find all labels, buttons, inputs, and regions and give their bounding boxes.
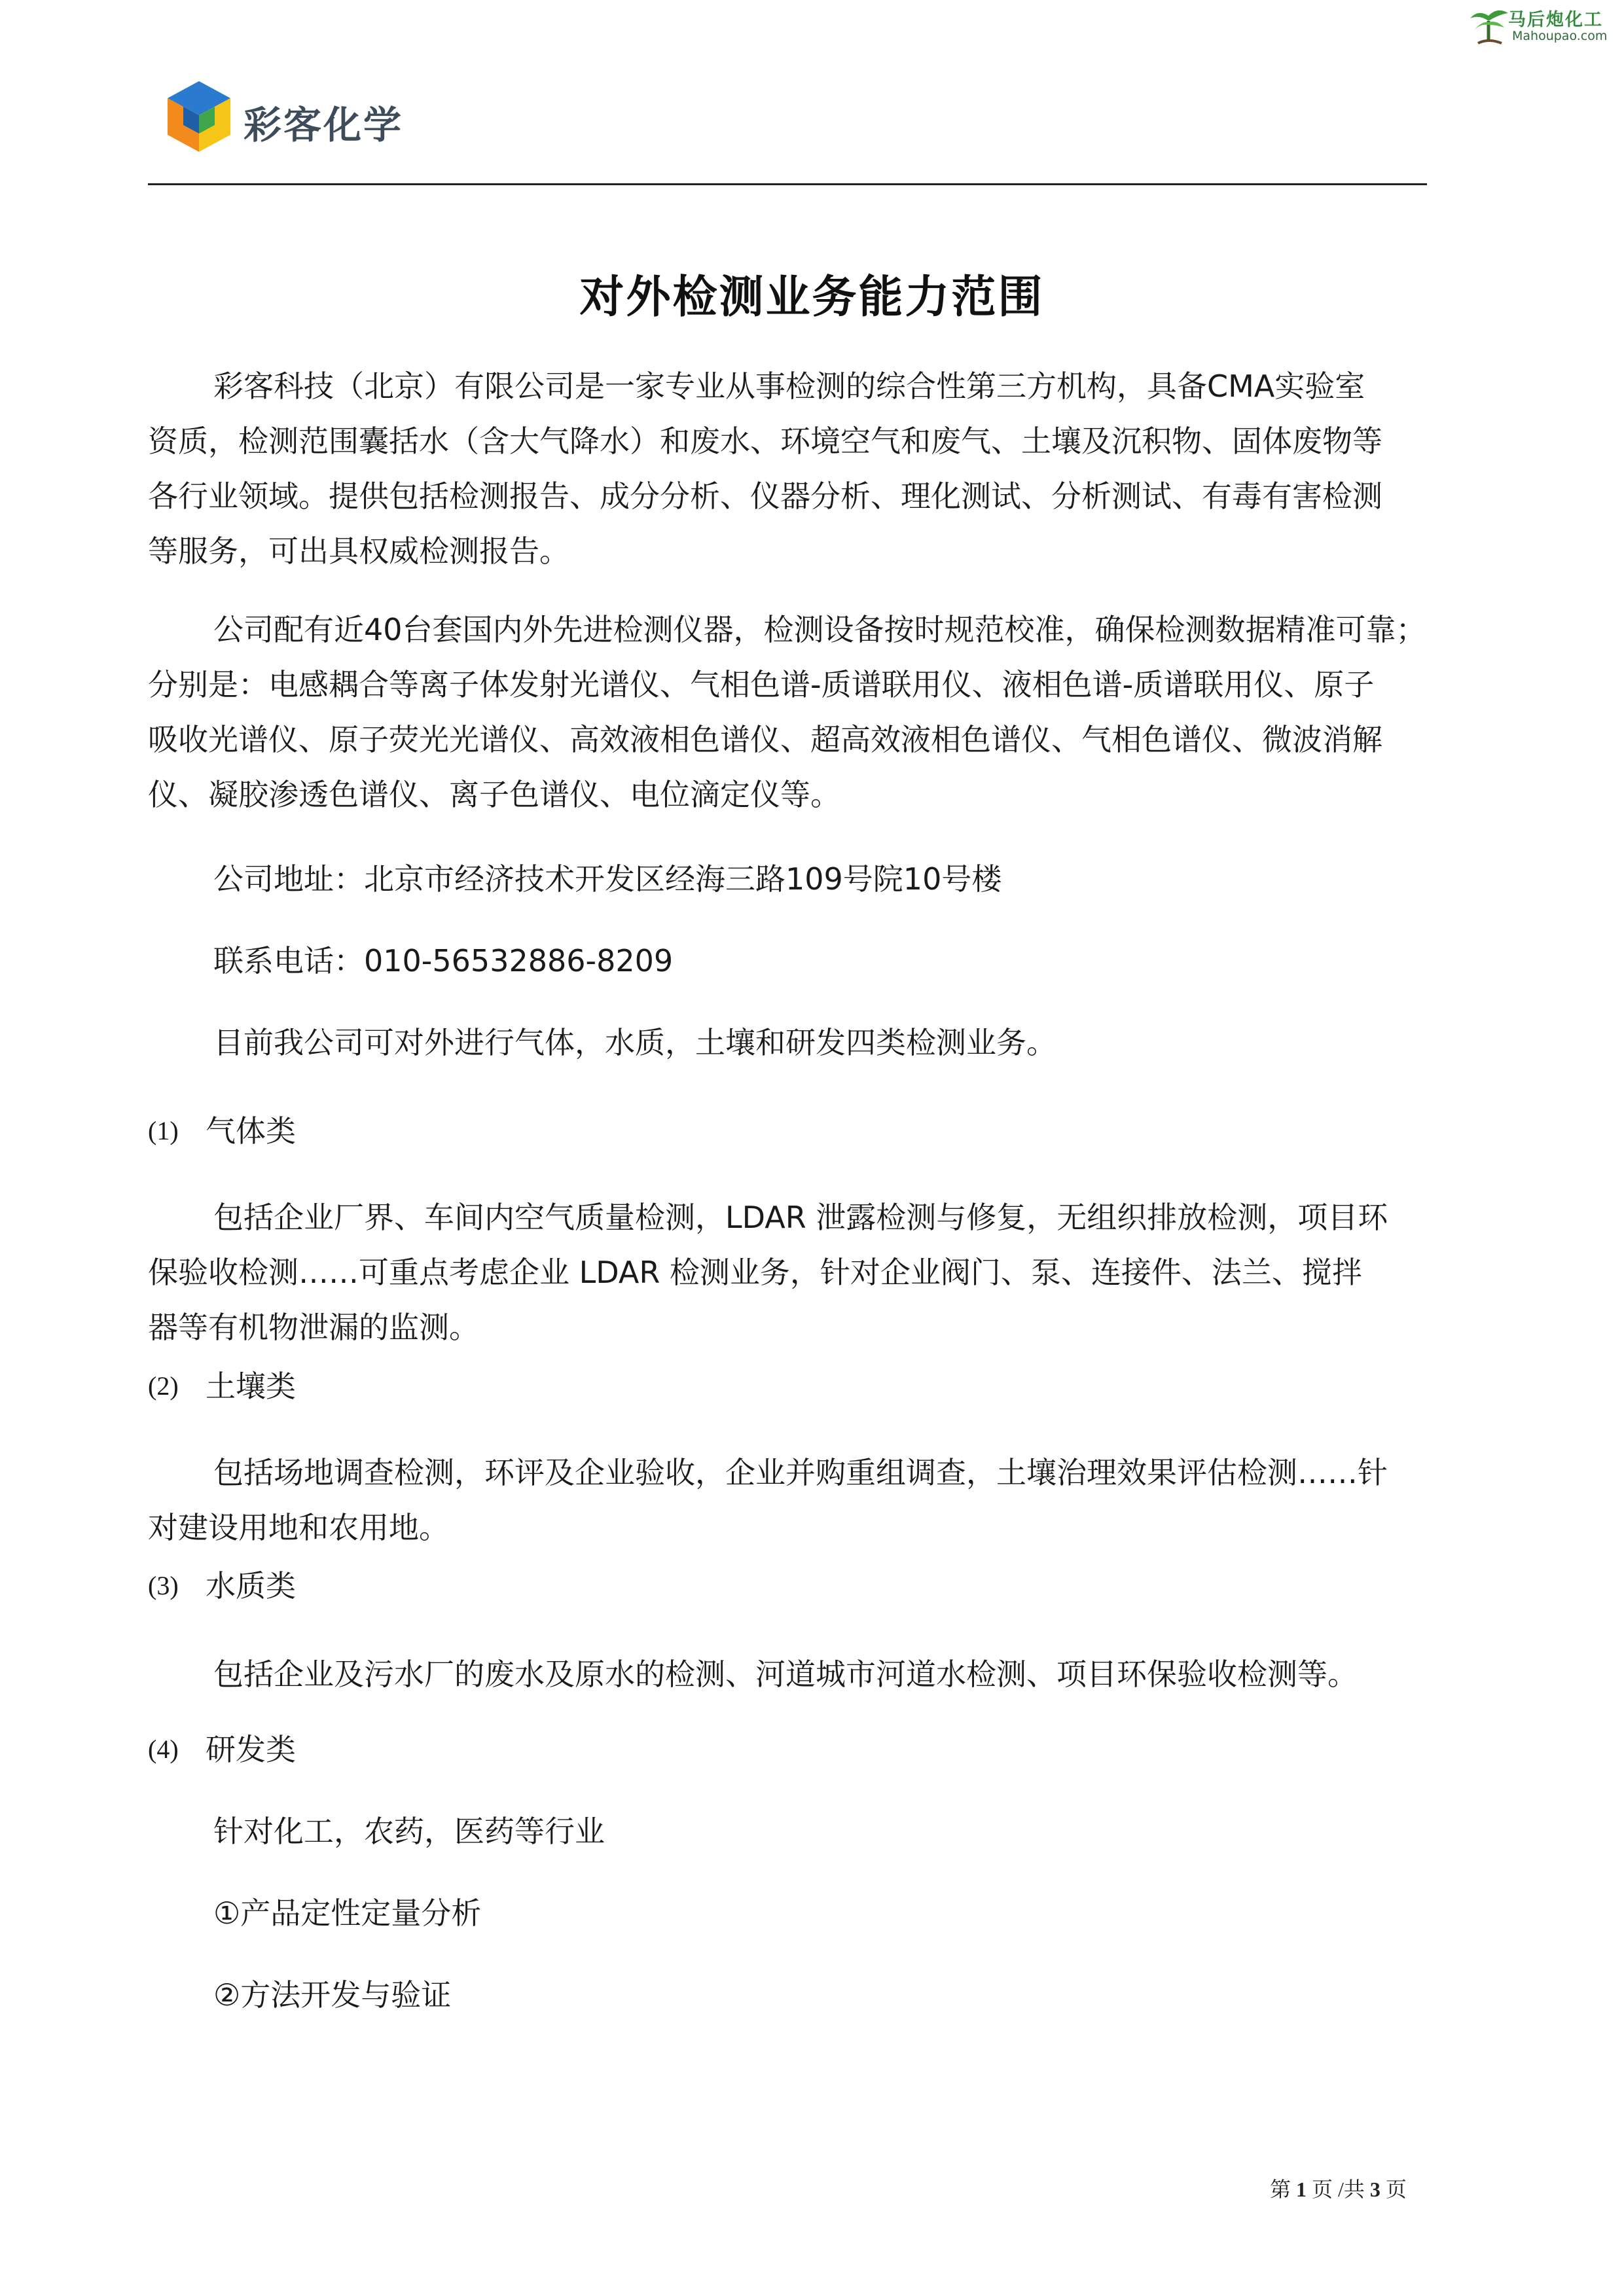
- footer-prefix: 第: [1270, 2178, 1297, 2201]
- total-page-count: 3: [1369, 2178, 1380, 2201]
- section-number: (1): [148, 1116, 179, 1145]
- current-page-number: 1: [1296, 2178, 1307, 2201]
- phone-line: 联系电话：010-56532886-8209: [213, 943, 674, 978]
- section-number: (4): [148, 1734, 179, 1764]
- section-body-gas: 包括企业厂界、车间内空气质量检测，LDAR 泄露检测与修复，无组织排放检测，项目环 保验收检测……可重点考虑企业 LDAR 检测业务，针对企业阀门、泵、连接件、法兰、搅拌 器等有机物泄漏的监测。: [148, 1200, 1388, 1345]
- footer-mid: 页 /共: [1307, 2178, 1370, 2201]
- header-divider: [148, 183, 1427, 185]
- rnd-item-qualitative: ①产品定性定量分析: [213, 1895, 482, 1931]
- section-body-soil: 包括场地调查检测，环评及企业验收，企业并购重组调查，土壤治理效果评估检测……针 对建设用地和农用地。: [148, 1455, 1388, 1545]
- section-heading-soil: [148, 1367, 296, 1406]
- section-number: (2): [148, 1371, 179, 1401]
- section-heading-rnd: [148, 1730, 296, 1769]
- section-title: 气体类: [206, 1113, 296, 1149]
- logo-text: 彩客化学: [244, 103, 404, 147]
- intro-paragraph-company: 彩客科技（北京）有限公司是一家专业从事检测的综合性第三方机构，具备CMA实验室 资质，检测范围囊括水（含大气降水）和废水、环境空气和废气、土壤及沉积物、固体废物等 各行业领域。提供包括检测报告、成分分析、仪器分析、理化测试、分析测试、有毒有害检测 等服务，可出具权威检测报告。: [148, 368, 1382, 569]
- section-title: 水质类: [206, 1568, 296, 1604]
- page-footer: [1270, 2173, 1407, 2203]
- section-heading-gas: [148, 1111, 296, 1151]
- address-line: 公司地址：北京市经济技术开发区经海三路109号院10号楼: [213, 861, 1002, 897]
- company-logo: [160, 77, 422, 156]
- summary-line: 目前我公司可对外进行气体，水质，土壤和研发四类检测业务。: [213, 1025, 1056, 1060]
- document-title: 对外检测业务能力范围: [579, 272, 1045, 323]
- rnd-industries-line: 针对化工，农药，医药等行业: [213, 1814, 605, 1849]
- section-number: (3): [148, 1571, 179, 1600]
- section-title: 研发类: [206, 1732, 296, 1767]
- watermark-name: 马后炮化工: [1508, 10, 1603, 30]
- rnd-item-method: ②方法开发与验证: [213, 1977, 452, 2013]
- tree-icon: [1465, 1, 1512, 48]
- section-title: 土壤类: [206, 1369, 296, 1404]
- cube-logo-icon: [160, 77, 238, 156]
- section-body-water: 包括企业及污水厂的废水及原水的检测、河道城市河道水检测、项目环保验收检测等。: [213, 1657, 1358, 1692]
- watermark: [1465, 1, 1615, 50]
- intro-paragraph-instruments: 公司配有近40台套国内外先进检测仪器，检测设备按时规范校准，确保检测数据精准可靠； 分别是：电感耦合等离子体发射光谱仪、气相色谱-质谱联用仪、液相色谱-质谱联用仪、原子 吸收光谱仪、原子荧光光谱仪、高效液相色谱仪、超高效液相色谱仪、气相色谱仪、微波消解 仪、凝胶渗透色谱仪、离子色谱仪、电位滴定仪等。: [148, 612, 1426, 812]
- section-heading-water: [148, 1566, 296, 1605]
- watermark-url: Mahoupao.com: [1512, 29, 1608, 43]
- footer-suffix: 页: [1380, 2178, 1407, 2201]
